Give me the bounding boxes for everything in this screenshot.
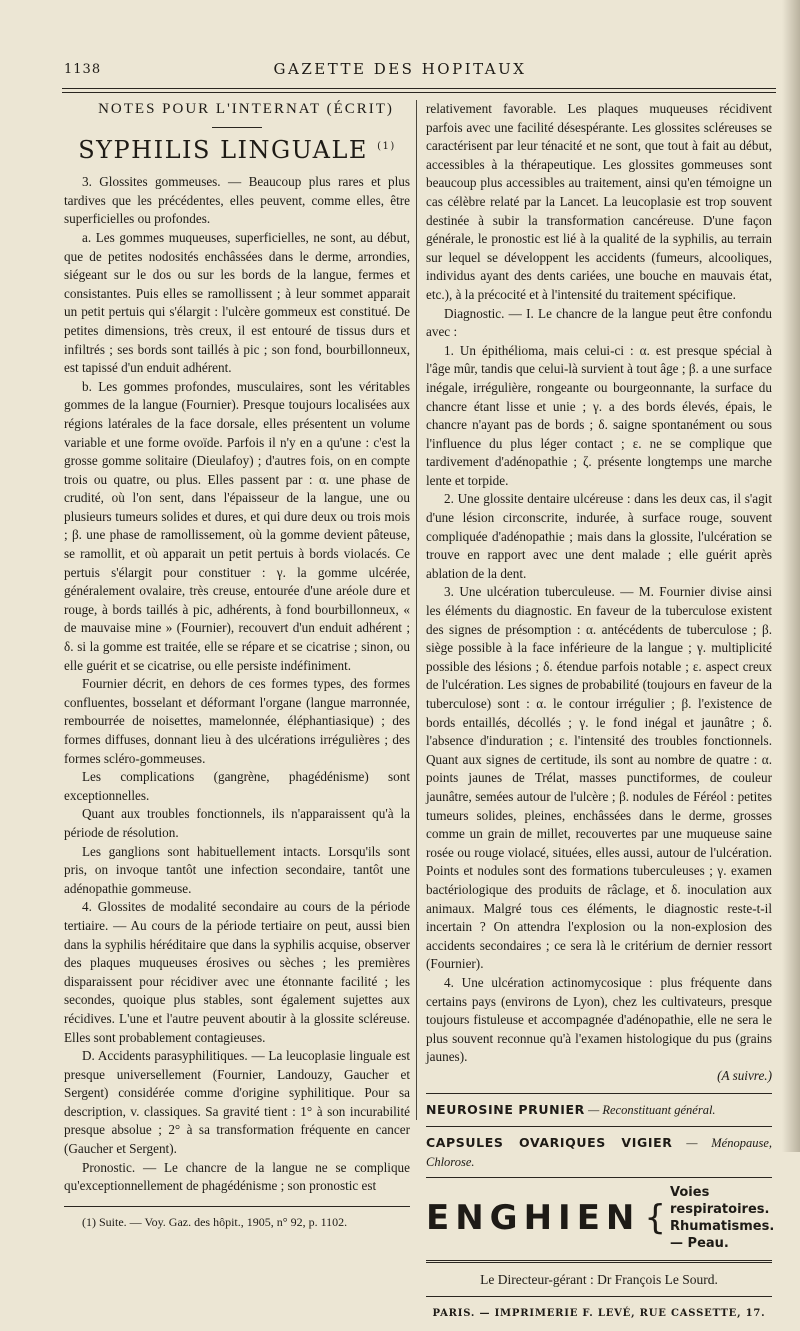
column-divider: [416, 100, 417, 1120]
paragraph: 1. Un épithélioma, mais celui-ci : α. est presque spécial à l'âge mûr, tandis que celui-là survient à tout âge ; β. a une surface inégale, irrégulière, rongeante ou bourgeonnante, la surface du chancre étant lisse et unie ; γ. a des bords élevés, épais, le chancre n'ayant pas de bords ; δ. saigne spontanément ou sous l'influence du plus léger contact ; ε. ne se complique que tardivement d'adénopathie ; ζ. présente longtemps une marche lente et torpide.: [426, 342, 772, 488]
to-be-continued: (A suivre.): [717, 1067, 772, 1083]
paragraph: Fournier décrit, en dehors de ces formes types, des formes confluentes, bosselant et déformant l'organe (langue marronnée, rembourrée de noisettes, mamelonnée, éléphantiasique) ; des formes diffuses, donnant lieu à des ulcérations irrégulières ; des formes scléro-gommeuses.: [64, 676, 410, 766]
ad-neurosine-name: NEUROSINE PRUNIER: [426, 1102, 585, 1118]
journal-title: GAZETTE DES HOPITAUX: [273, 60, 527, 78]
header-rule-second: [62, 92, 776, 93]
left-column: [64, 100, 410, 1229]
page-edge-shadow: [782, 0, 800, 1152]
ad-neurosine: [426, 1093, 772, 1126]
article-title: [64, 135, 410, 164]
paragraph: 3. Glossites gommeuses. — Beaucoup plus rares et plus tardives que les précédentes, elles peuvent, comme elles, être superficielles ou profondes.: [64, 174, 410, 227]
section-heading: NOTES POUR L'INTERNAT (ÉCRIT): [98, 101, 394, 117]
page-number: 1138: [64, 62, 102, 77]
ad-neurosine-text: — Reconstituant général.: [588, 1103, 716, 1118]
article-title-text: SYPHILIS LINGUALE: [78, 135, 368, 164]
ad-enghien: [426, 1177, 775, 1260]
paragraph: D. Accidents parasyphilitiques. — La leucoplasie linguale est presque universellement (Fournier, Landouzy, Gaucher et Sergent) considérée comme d'origine syphilitique. Pour sa description, v. classiques. Sa gravité tient : 1° à son incurabilité presque absolue ; 2° à sa transformation fréquente en cancer (Gaucher et Sergent).: [64, 1048, 410, 1157]
paragraph: 2. Une glossite dentaire ulcéreuse : dans les deux cas, il s'agit d'une lésion circonscrite, indurée, à surface rouge, souvent compliquée d'adénopathie ; mais dans la glossite, l'ulcération se trouve en rapport avec une dent malade ; elle guérit après ablation de la dent.: [426, 491, 772, 581]
paragraph: 4. Une ulcération actinomycosique : plus fréquente dans certains pays (environs de Lyon), chez les cultivateurs, presque toujours fistuleuse et accompagnée d'adénopathie, elle ne sera le plus souvent reconnue qu'à l'examen histologique du pus (grains jaunes).: [426, 974, 772, 1065]
printer-line: PARIS. — IMPRIMERIE F. LEVÉ, RUE CASSETTE, 17.: [426, 1296, 772, 1331]
header-rule: [62, 88, 776, 89]
paragraph: a. Les gommes muqueuses, superficielles, ne sont, au début, que de petites nodosités enchâssées dans le derme, arrondies, siégeant sur le dos ou sur les bords de la langue, fermes et consistantes. Puis elles se ramollissent ; à leur sommet apparait un petit pertuis qui s'élargit : l'ulcère gommeux est constitué. De petites dimensions, très creux, il est entouré de tissus durs et infiltrés ; ses bords sont taillés à pic ; son fond, bourbillonneux, est tapissé d'un enduit adhérent.: [64, 229, 410, 376]
paragraph: relativement favorable. Les plaques muqueuses récidivent parfois avec une facilité désespérante. Les glossites scléreuses se caractérisent par leur ténacité et ne sont, que tout à fait au début, accessibles à la thérapeutique. Les glossites gommeuses sont beaucoup plus accessibles au traitement, ainsi qu'en témoigne un cas célèbre relaté par la Lancet. La leucoplasie est trop souvent destinée à subir la transformation cancéreuse. D'une façon générale, le pronostic est lié à la qualité de la syphilis, au terrain sur lequel se développent les accidents (fumeurs, alcooliques, individus ayant des dents cariées, une bouche en mauvais état, etc.), à la précocité et à l'intensité du traitement spécifique.: [426, 101, 772, 302]
ad-enghien-lines: [670, 1184, 774, 1252]
paragraph: Pronostic. — Le chancre de la langue ne se complique qu'exceptionnellement de phagédénisme ; son pronostic est: [64, 1159, 410, 1194]
ad-capsules: [426, 1126, 772, 1177]
ad-enghien-name: ENGHIEN: [426, 1198, 641, 1239]
director-line: Le Directeur-gérant : Dr François Le Sourd.: [426, 1260, 772, 1296]
paragraph: Diagnostic. — I. Le chancre de la langue peut être confondu avec :: [426, 305, 772, 340]
title-footnote-marker: (1): [377, 140, 396, 152]
paragraph: Les complications (gangrène, phagédénisme) sont exceptionnelles.: [64, 769, 410, 803]
right-column: [426, 100, 775, 1319]
brace-icon: {: [644, 1198, 667, 1239]
section-rule: [212, 127, 262, 128]
paragraph: 4. Glossites de modalité secondaire au cours de la période tertiaire. — Au cours de la période tertiaire on peut, aussi bien dans la syphilis héréditaire que dans la syphilis acquise, observer des plaques muqueuses érosives ou sèches ; les premières disparaissent pour récidiver avec une étonnante facilité ; les secondes, quoique plus stables, sont également sujettes aux récidives. L'une et l'autre peuvent aboutir à la glossite scléreuse. Elles sont probablement contagieuses.: [64, 899, 410, 1045]
ad-capsules-text: — Ménopause, Chlorose.: [426, 1136, 772, 1169]
paragraph: Les ganglions sont habituellement intacts. Lorsqu'ils sont pris, on invoque tantôt une infection secondaire, tantôt une adénopathie gommeuse.: [64, 843, 410, 896]
ad-enghien-line1: Voies respiratoires.: [670, 1185, 770, 1218]
ad-capsules-name: CAPSULES OVARIQUES VIGIER: [426, 1135, 673, 1151]
paragraph: 3. Une ulcération tuberculeuse. — M. Fournier divise ainsi les éléments du diagnostic. En faveur de la tuberculose existent des signes de présomption : α. antécédents de tuberculose ; β. siège possible à la face inférieure de la langue ; γ. multiplicité possible des lésions ; δ. étendue parfois notable ; ε. aspect creux de l'ulcération. Les signes de probabilité (toujours en faveur de la tuberculose) sont : α. le contour irrégulier ; β. l'existence de bords entaillés, décollés ; γ. le fond inégal et jaunâtre ; δ. l'absence d'induration ; ε. l'intensité des troubles fonctionnels. Quant aux signes de certitude, ils sont au nombre de quatre : α. points jaunes de Trélat, masses punctiformes, de couleur jaunâtre, semées autour de l'ulcère ; β. nodules de Féréol : petites tumeurs solides, pleines, enchâssées dans le derme, grosses comme un grain de millet, recouvertes par une muqueuse saine rosée ou rouge violacé, situées, elles aussi, autour de l'ulcération. Points et nodules sont des formations tuberculeuses ; γ. examen bactériologique des produits de râclage, et δ. inoculation aux animaux. Malgré tous ces éléments, le diagnostic reste-t-il incertain ? On attendra l'explosion ou la non-explosion des accidents secondaires ; ce sera là le critérium de dernier ressort (Fournier).: [426, 584, 772, 972]
paragraph: Quant aux troubles fonctionnels, ils n'apparaissent qu'à la période de résolution.: [64, 806, 410, 840]
footnote-rule: [64, 1206, 410, 1207]
ad-enghien-line2: Rhumatismes. — Peau.: [670, 1219, 775, 1252]
footnote: (1) Suite. — Voy. Gaz. des hôpit., 1905, n° 92, p. 1102.: [82, 1214, 348, 1229]
paragraph: b. Les gommes profondes, musculaires, sont les véritables gommes de la langue (Fournier). Presque toujours localisées aux régions latérales de la face dorsale, elles présentent un volume variable et une forme ovoïde. Parfois il n'y en a qu'une : c'est la grosse gomme solitaire (Dieulafoy) ; d'autres fois, on en compte trois ou quatre, ou plus. Elles passent par : α. une phase de crudité, où l'on sent, dans l'épaisseur de la langue, une ou plusieurs tumeurs solides et dures, et qui dure deux ou trois mois ; β. une phase de ramollissement, où la gomme devient pâteuse, se ramollit, et où apparait un petit pertuis à bords violacés. Ce pertuis s'élargit pour constituer : γ. la gomme ulcérée, généralement ovalaire, très creuse, entourée d'une aréole dure et rouge, à bords taillés à pic, adhérents, à fond bourbillonneux, « de mauvaise mine » (Fournier), recouvert d'un enduit adhérent ; δ. si la gomme est traitée, elle se répare et se cicatrise ; sinon, ou elle guérit et se cicatrise, ou elle persiste indéfiniment.: [64, 378, 410, 673]
